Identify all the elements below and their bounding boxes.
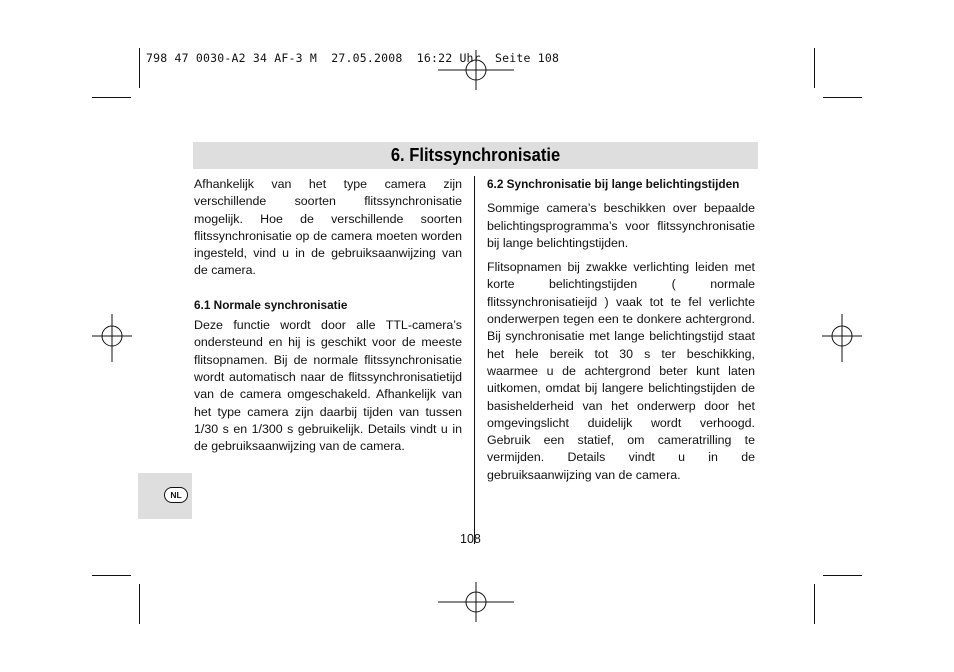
subsection-paragraph-6-2-b: Flitsopnamen bij zwakke verlichting leiden met korte belichtingstijden ( normale flitssynchronisatieijd ) vaak tot te fel verlichte onderwerpen tegen een te donkere achtergrond. Bij synchronisatie met lange belichtingstijd staat het hele bereik tot 30 s ter beschikking, waarmee u de achtergrond beter kunt laten uitkomen, omdat bij langere belichtingstijden de basishelderheid van het onderwerp door het omgevingslicht duidelijk wordt verhoogd. Gebruik een statief, om cameratrilling te vermijden. Details vindt u in de gebruiksaanwijzing van de camera.: [487, 260, 755, 482]
subsection-paragraph-6-1: Deze functie wordt door alle TTL-camera’s ondersteund en hij is geschikt voor de meeste flitsopnamen. Bij de normale flitssynchronisatie wordt automatisch naar de flitssynchronisatietijd van de camera omgeschakeld. Afhankelijk van het type camera zijn daarbij tijden van tussen 1/30 s en 1/300 s gebruikelijk. Details vindt u in de gebruiksaanwijzing van de camera.: [194, 318, 462, 454]
crop-mark-top-right-vertical: [814, 48, 815, 88]
registration-mark-right-icon: [822, 314, 862, 362]
right-text-column: [487, 176, 755, 484]
crop-mark-top-left-horizontal: [92, 97, 131, 98]
subsection-heading-6-2: 6.2 Synchronisatie bij lange belichtingstijden: [487, 177, 740, 191]
subsection-heading-6-1: 6.1 Normale synchronisatie: [194, 297, 348, 312]
crop-mark-bottom-right-horizontal: [823, 575, 862, 576]
printer-slug-line: 798 47 0030-A2 34 AF-3 M 27.05.2008 16:22 Uhr Seite 108: [146, 51, 560, 65]
page-number: 108: [460, 532, 481, 546]
subsection-paragraph-6-2-a: Sommige camera’s beschikken over bepaalde belichtingsprogramma’s voor flitssynchronisatie bij lange belichtingstijden.: [487, 201, 755, 250]
intro-paragraph: Afhankelijk van het type camera zijn verschillende soorten flitssynchronisatie mogelijk. Hoe de verschillende soorten flitssynchronisatie op de camera moeten worden ingesteld, vind u in de gebruiksaanwijzing van de camera.: [194, 177, 462, 278]
language-badge: NL: [164, 487, 188, 503]
crop-mark-top-right-horizontal: [823, 97, 862, 98]
section-title-band: [193, 142, 758, 169]
column-divider: [474, 176, 475, 544]
crop-mark-bottom-right-vertical: [814, 584, 815, 624]
section-title: 6. Flitssynchronisatie: [390, 145, 561, 165]
language-tab: [138, 473, 192, 519]
registration-mark-top-icon: [438, 50, 514, 90]
crop-mark-top-left-vertical: [139, 48, 140, 88]
registration-mark-left-icon: [92, 314, 132, 362]
registration-mark-bottom-icon: [438, 582, 514, 622]
crop-mark-bottom-left-vertical: [139, 584, 140, 624]
crop-mark-bottom-left-horizontal: [92, 575, 131, 576]
left-text-column: [194, 176, 462, 455]
